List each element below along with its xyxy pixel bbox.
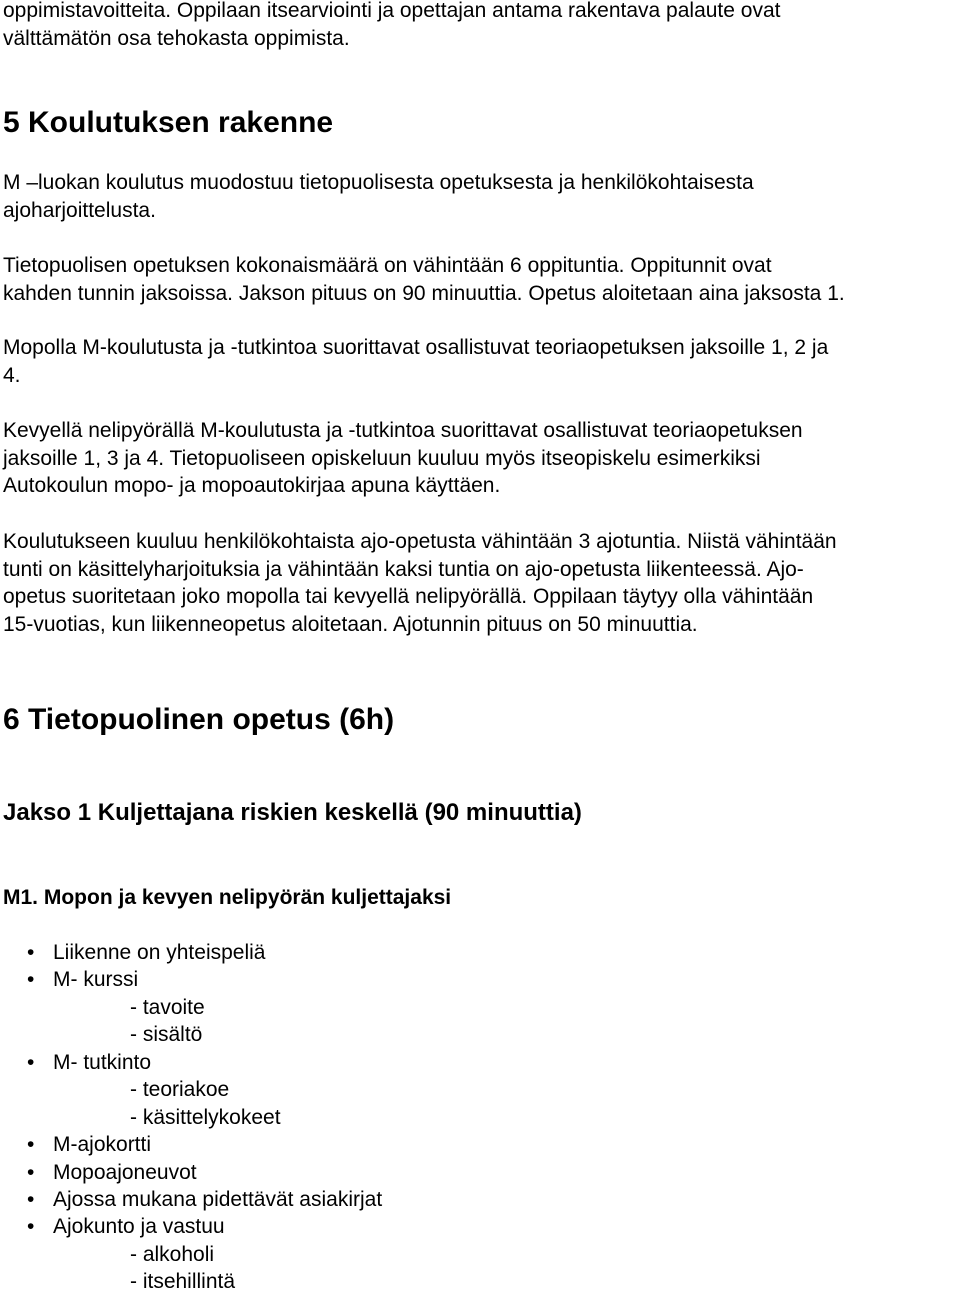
section-5-para-4-line-3: Autokoulun mopo- ja mopoautokirjaa apuna käyttäen. <box>3 474 501 497</box>
section-5-para-4-line-2: jaksoille 1, 3 ja 4. Tietopuoliseen opiskeluun kuuluu myös itseopiskelu esimerkiksi <box>3 446 761 470</box>
sub-list-item-text: - käsittelykokeet <box>130 1105 281 1129</box>
bullet-icon: • <box>27 941 35 964</box>
section-5-para-1-line-1: M –luokan koulutus muodostuu tietopuolisesta opetuksesta ja henkilökohtaisesta <box>3 171 754 194</box>
bullet-icon: • <box>27 1215 35 1239</box>
list-item-text: Ajokunto ja vastuu <box>53 1215 225 1239</box>
section-5-para-5-line-1: Koulutukseen kuuluu henkilökohtaista ajo-opetusta vähintään 3 ajotuntia. Niistä vähintään <box>3 530 837 553</box>
m1-subheading: M1. Mopon ja kevyen nelipyörän kuljettajaksi <box>3 886 452 909</box>
section-5-para-3-line-2: 4. <box>3 363 21 387</box>
jakso-duration: (90 minuuttia) <box>417 799 582 826</box>
sub-list-item-text: - itsehillintä <box>130 1270 236 1294</box>
section-6-heading: 6 Tietopuolinen opetus (6h) <box>3 703 395 736</box>
section-5-para-5-line-4: 15-vuotias, kun liikenneopetus aloitetaan. Ajotunnin pituus on 50 minuuttia. <box>3 612 698 636</box>
section-5-para-5-line-2: tunti on käsittelyharjoituksia ja vähintään kaksi tuntia on ajo-opetusta liikenteessä. Ajo- <box>3 557 804 581</box>
section-5-para-2-line-1: Tietopuolisen opetuksen kokonaismäärä on vähintään 6 oppituntia. Oppitunnit ovat <box>3 254 772 277</box>
section-5-heading: 5 Koulutuksen rakenne <box>3 106 334 139</box>
section-5-para-5-line-3: opetus suoritetaan joko mopolla tai kevyellä nelipyörällä. Oppilaan täytyy olla vähintään <box>3 585 814 608</box>
list-item-text: Ajossa mukana pidettävät asiakirjat <box>53 1187 383 1211</box>
bullet-icon: • <box>27 968 35 992</box>
bullet-icon: • <box>27 1133 35 1157</box>
list-item-text: M- tutkinto <box>53 1050 152 1074</box>
bullet-icon: • <box>27 1160 35 1184</box>
section-5-para-3-line-1: Mopolla M-koulutusta ja -tutkintoa suorittavat osallistuvat teoriaopetuksen jaksoille 1, 2 ja <box>3 336 829 359</box>
intro-line-2: välttämätön osa tehokasta oppimista. <box>3 26 350 50</box>
sub-list-item-text: - sisältö <box>130 1023 203 1047</box>
intro-line-1: oppimistavoitteita. Oppilaan itsearviointi ja opettajan antama rakentava palaute ovat <box>3 0 781 22</box>
list-item-text: Mopoajoneuvot <box>53 1160 197 1184</box>
jakso-title: Jakso 1 Kuljettajana riskien keskellä <box>3 799 418 826</box>
section-5-para-4-line-1: Kevyellä nelipyörällä M-koulutusta ja -tutkintoa suorittavat osallistuvat teoriaopetuksen <box>3 419 803 442</box>
sub-list-item-text: - teoriakoe <box>130 1078 230 1102</box>
bullet-icon: • <box>27 1050 35 1074</box>
list-item-text: M- kurssi <box>53 968 139 992</box>
section-5-para-1-line-2: ajoharjoittelusta. <box>3 198 156 222</box>
sub-list-item-text: - tavoite <box>130 995 205 1019</box>
list-item-text: Liikenne on yhteispeliä <box>53 941 266 964</box>
section-5-para-2-line-2: kahden tunnin jaksoissa. Jakson pituus on 90 minuuttia. Opetus aloitetaan aina jaksosta 1. <box>3 281 845 305</box>
sub-list-item-text: - alkoholi <box>130 1242 215 1266</box>
jakso-heading <box>3 798 582 828</box>
bullet-icon: • <box>27 1187 35 1211</box>
list-item-text: M-ajokortti <box>53 1133 152 1157</box>
